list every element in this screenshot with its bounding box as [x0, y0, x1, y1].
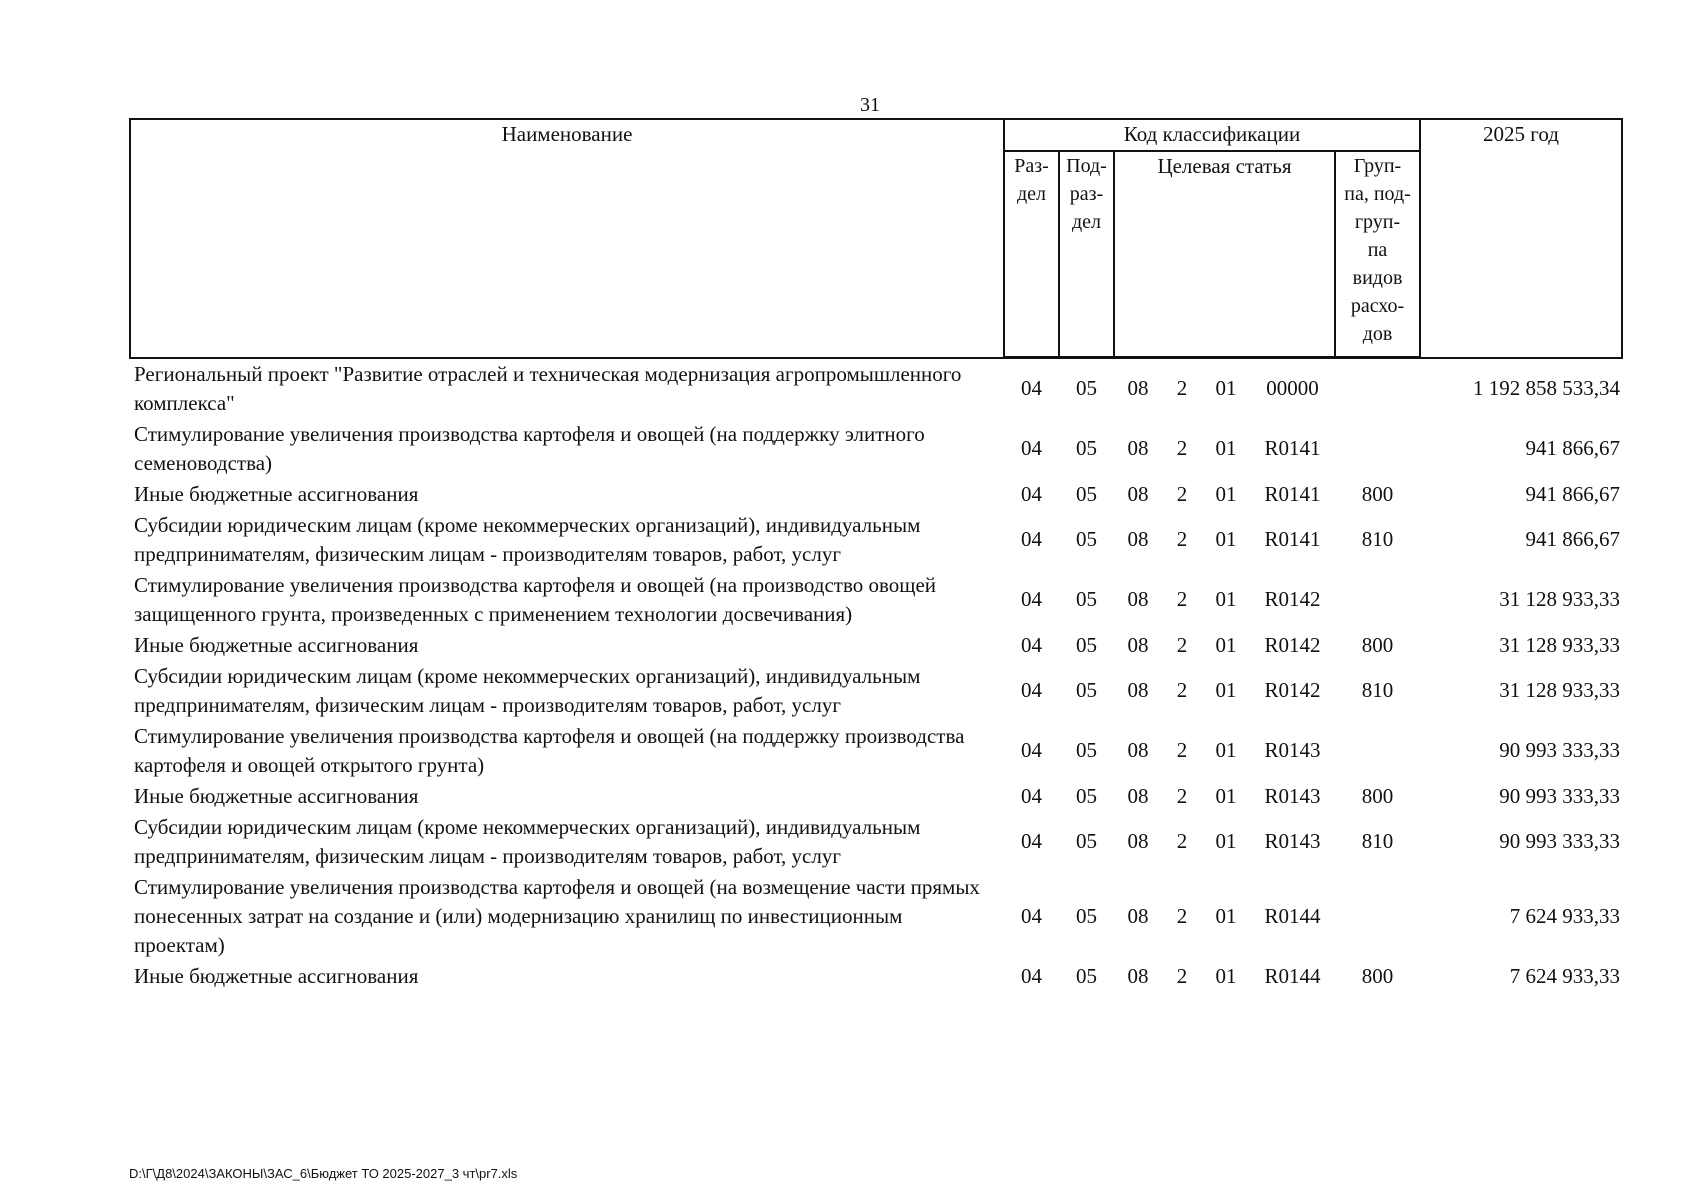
table-row [130, 570, 1622, 630]
row-target-direction: R0144 [1264, 963, 1321, 988]
row-razdel: 04 [1021, 678, 1042, 702]
row-target-direction: R0144 [1264, 903, 1321, 928]
row-target-program: 08 [1127, 738, 1149, 762]
page-number: 31 [860, 94, 880, 116]
row-razdel: 04 [1021, 481, 1042, 506]
row-name: Иные бюджетные ассигнования [134, 632, 419, 657]
row-target-type: 2 [1176, 903, 1188, 928]
row-razdel: 04 [1021, 738, 1042, 762]
row-target-event: 01 [1215, 527, 1237, 551]
row-name: Региональный проект "Развитие отраслей и техническая модернизация агропромышленного комплекса" [134, 361, 962, 415]
row-razdel: 04 [1021, 783, 1042, 808]
table-row [130, 812, 1622, 872]
row-target-type: 2 [1176, 678, 1188, 702]
row-target-event: 01 [1215, 632, 1237, 657]
header-classification-code: Код классификации [1004, 119, 1420, 151]
row-razdel: 04 [1021, 903, 1042, 928]
row-target-direction: R0143 [1264, 829, 1321, 853]
row-razdel: 04 [1021, 436, 1042, 460]
row-amount: 7 624 933,33 [1509, 963, 1621, 988]
row-amount: 90 993 333,33 [1499, 829, 1621, 853]
row-expense-group [1335, 721, 1420, 781]
row-podrazdel: 05 [1076, 436, 1097, 460]
row-target-program: 08 [1127, 436, 1149, 460]
table-row [130, 781, 1622, 812]
row-target-program: 08 [1127, 963, 1149, 988]
row-name: Субсидии юридическим лицам (кроме некоммерческих организаций), индивидуальным предпринимателям, физическим лицам - производителям товаров, работ, услуг [134, 512, 921, 566]
table-header [130, 119, 1622, 358]
row-podrazdel: 05 [1076, 783, 1097, 808]
row-target-type: 2 [1176, 632, 1188, 657]
table-body [130, 358, 1622, 992]
row-name: Субсидии юридическим лицам (кроме некоммерческих организаций), индивидуальным предпринимателям, физическим лицам - производителям товаров, работ, услуг [134, 663, 921, 717]
row-target-event: 01 [1215, 903, 1237, 928]
table-row [130, 419, 1622, 479]
table-row [130, 510, 1622, 570]
file-path-footer: D:\Г\Д8\2024\ЗАКОНЫ\ЗАС_6\Бюджет ТО 2025-2027_3 чт\pr7.xls [129, 1166, 518, 1181]
row-amount: 941 866,67 [1525, 527, 1621, 551]
row-expense-group [1335, 570, 1420, 630]
row-razdel: 04 [1021, 527, 1042, 551]
row-name: Иные бюджетные ассигнования [134, 783, 419, 808]
table-row [130, 721, 1622, 781]
row-target-program: 08 [1127, 678, 1149, 702]
table-row [130, 358, 1622, 419]
row-amount: 941 866,67 [1525, 481, 1621, 506]
row-target-direction: R0143 [1264, 738, 1321, 762]
row-target-program: 08 [1127, 903, 1149, 928]
row-target-direction: R0141 [1264, 481, 1321, 506]
table-row [130, 961, 1622, 992]
row-target-program: 08 [1127, 481, 1149, 506]
row-target-event: 01 [1215, 436, 1237, 460]
row-amount: 90 993 333,33 [1499, 783, 1621, 808]
row-razdel: 04 [1021, 632, 1042, 657]
row-target-direction: R0142 [1264, 678, 1321, 702]
row-expense-group: 800 [1361, 632, 1394, 657]
row-podrazdel: 05 [1076, 903, 1097, 928]
row-podrazdel: 05 [1076, 527, 1097, 551]
row-target-type: 2 [1176, 527, 1188, 551]
row-podrazdel: 05 [1076, 963, 1097, 988]
row-target-type: 2 [1176, 783, 1188, 808]
row-name: Стимулирование увеличения производства картофеля и овощей (на возмещение части прямых понесенных затрат на создание и (или) модернизацию хранилищ по инвестиционным проектам) [134, 874, 980, 957]
row-target-type: 2 [1176, 829, 1188, 853]
row-razdel: 04 [1021, 829, 1042, 853]
header-year: 2025 год [1420, 119, 1622, 358]
row-target-program: 08 [1127, 829, 1149, 853]
row-target-direction: R0142 [1264, 632, 1321, 657]
row-amount: 941 866,67 [1525, 436, 1621, 460]
row-amount: 90 993 333,33 [1499, 738, 1621, 762]
row-expense-group: 800 [1361, 783, 1394, 808]
row-target-program: 08 [1127, 376, 1149, 401]
row-podrazdel: 05 [1076, 587, 1097, 611]
row-podrazdel: 05 [1076, 678, 1097, 702]
row-razdel: 04 [1021, 587, 1042, 611]
row-podrazdel: 05 [1076, 738, 1097, 762]
row-target-type: 2 [1176, 738, 1188, 762]
header-razdel: Раз- дел [1004, 151, 1059, 358]
row-target-event: 01 [1215, 829, 1237, 853]
row-target-event: 01 [1215, 481, 1237, 506]
row-name: Иные бюджетные ассигнования [134, 963, 419, 988]
row-target-program: 08 [1127, 587, 1149, 611]
row-expense-group: 800 [1361, 481, 1394, 506]
row-podrazdel: 05 [1076, 829, 1097, 853]
row-target-event: 01 [1215, 738, 1237, 762]
table-row [130, 661, 1622, 721]
row-target-type: 2 [1176, 481, 1188, 506]
row-target-type: 2 [1176, 376, 1188, 401]
table-row [130, 630, 1622, 661]
row-target-type: 2 [1176, 963, 1188, 988]
row-amount: 31 128 933,33 [1499, 587, 1621, 611]
row-target-event: 01 [1215, 963, 1237, 988]
row-podrazdel: 05 [1076, 481, 1097, 506]
row-target-program: 08 [1127, 527, 1149, 551]
row-target-event: 01 [1215, 587, 1237, 611]
row-expense-group: 810 [1361, 527, 1394, 551]
row-target-direction: 00000 [1266, 376, 1319, 401]
row-amount: 31 128 933,33 [1499, 678, 1621, 702]
row-expense-group [1335, 358, 1420, 419]
row-name: Субсидии юридическим лицам (кроме некоммерческих организаций), индивидуальным предпринимателям, физическим лицам - производителям товаров, работ, услуг [134, 814, 921, 868]
row-podrazdel: 05 [1076, 376, 1097, 401]
row-amount: 1 192 858 533,34 [1473, 376, 1621, 400]
row-target-program: 08 [1127, 783, 1149, 808]
header-expense-group: Груп- па, под- груп- па видов расхо- дов [1335, 151, 1420, 358]
row-name: Иные бюджетные ассигнования [134, 481, 419, 506]
row-razdel: 04 [1021, 963, 1042, 988]
row-expense-group [1335, 872, 1420, 961]
row-razdel: 04 [1021, 376, 1042, 401]
row-name: Стимулирование увеличения производства картофеля и овощей (на производство овощей защищенного грунта, произведенных с применением технологии досвечивания) [134, 572, 936, 626]
row-target-event: 01 [1215, 678, 1237, 702]
row-target-direction: R0143 [1264, 783, 1321, 808]
row-expense-group: 810 [1361, 829, 1394, 853]
row-expense-group [1335, 419, 1420, 479]
row-target-type: 2 [1176, 436, 1188, 460]
row-target-direction: R0142 [1264, 587, 1321, 611]
header-podrazdel: Под- раз- дел [1059, 151, 1114, 358]
row-name: Стимулирование увеличения производства картофеля и овощей (на поддержку элитного семеноводства) [134, 421, 925, 475]
row-expense-group: 810 [1361, 678, 1394, 702]
row-amount: 31 128 933,33 [1499, 632, 1621, 657]
row-target-program: 08 [1127, 632, 1149, 657]
row-target-direction: R0141 [1264, 436, 1321, 460]
row-target-event: 01 [1215, 376, 1237, 401]
row-name: Стимулирование увеличения производства картофеля и овощей (на поддержку производства картофеля и овощей открытого грунта) [134, 723, 965, 777]
row-target-direction: R0141 [1264, 527, 1321, 551]
row-target-event: 01 [1215, 783, 1237, 808]
row-podrazdel: 05 [1076, 632, 1097, 657]
table-row [130, 872, 1622, 961]
row-expense-group: 800 [1361, 963, 1394, 988]
row-amount: 7 624 933,33 [1509, 903, 1621, 928]
table-row [130, 479, 1622, 510]
header-target-article: Целевая статья [1114, 151, 1335, 358]
budget-table [129, 118, 1623, 992]
row-target-type: 2 [1176, 587, 1188, 611]
header-name: Наименование [130, 119, 1004, 358]
